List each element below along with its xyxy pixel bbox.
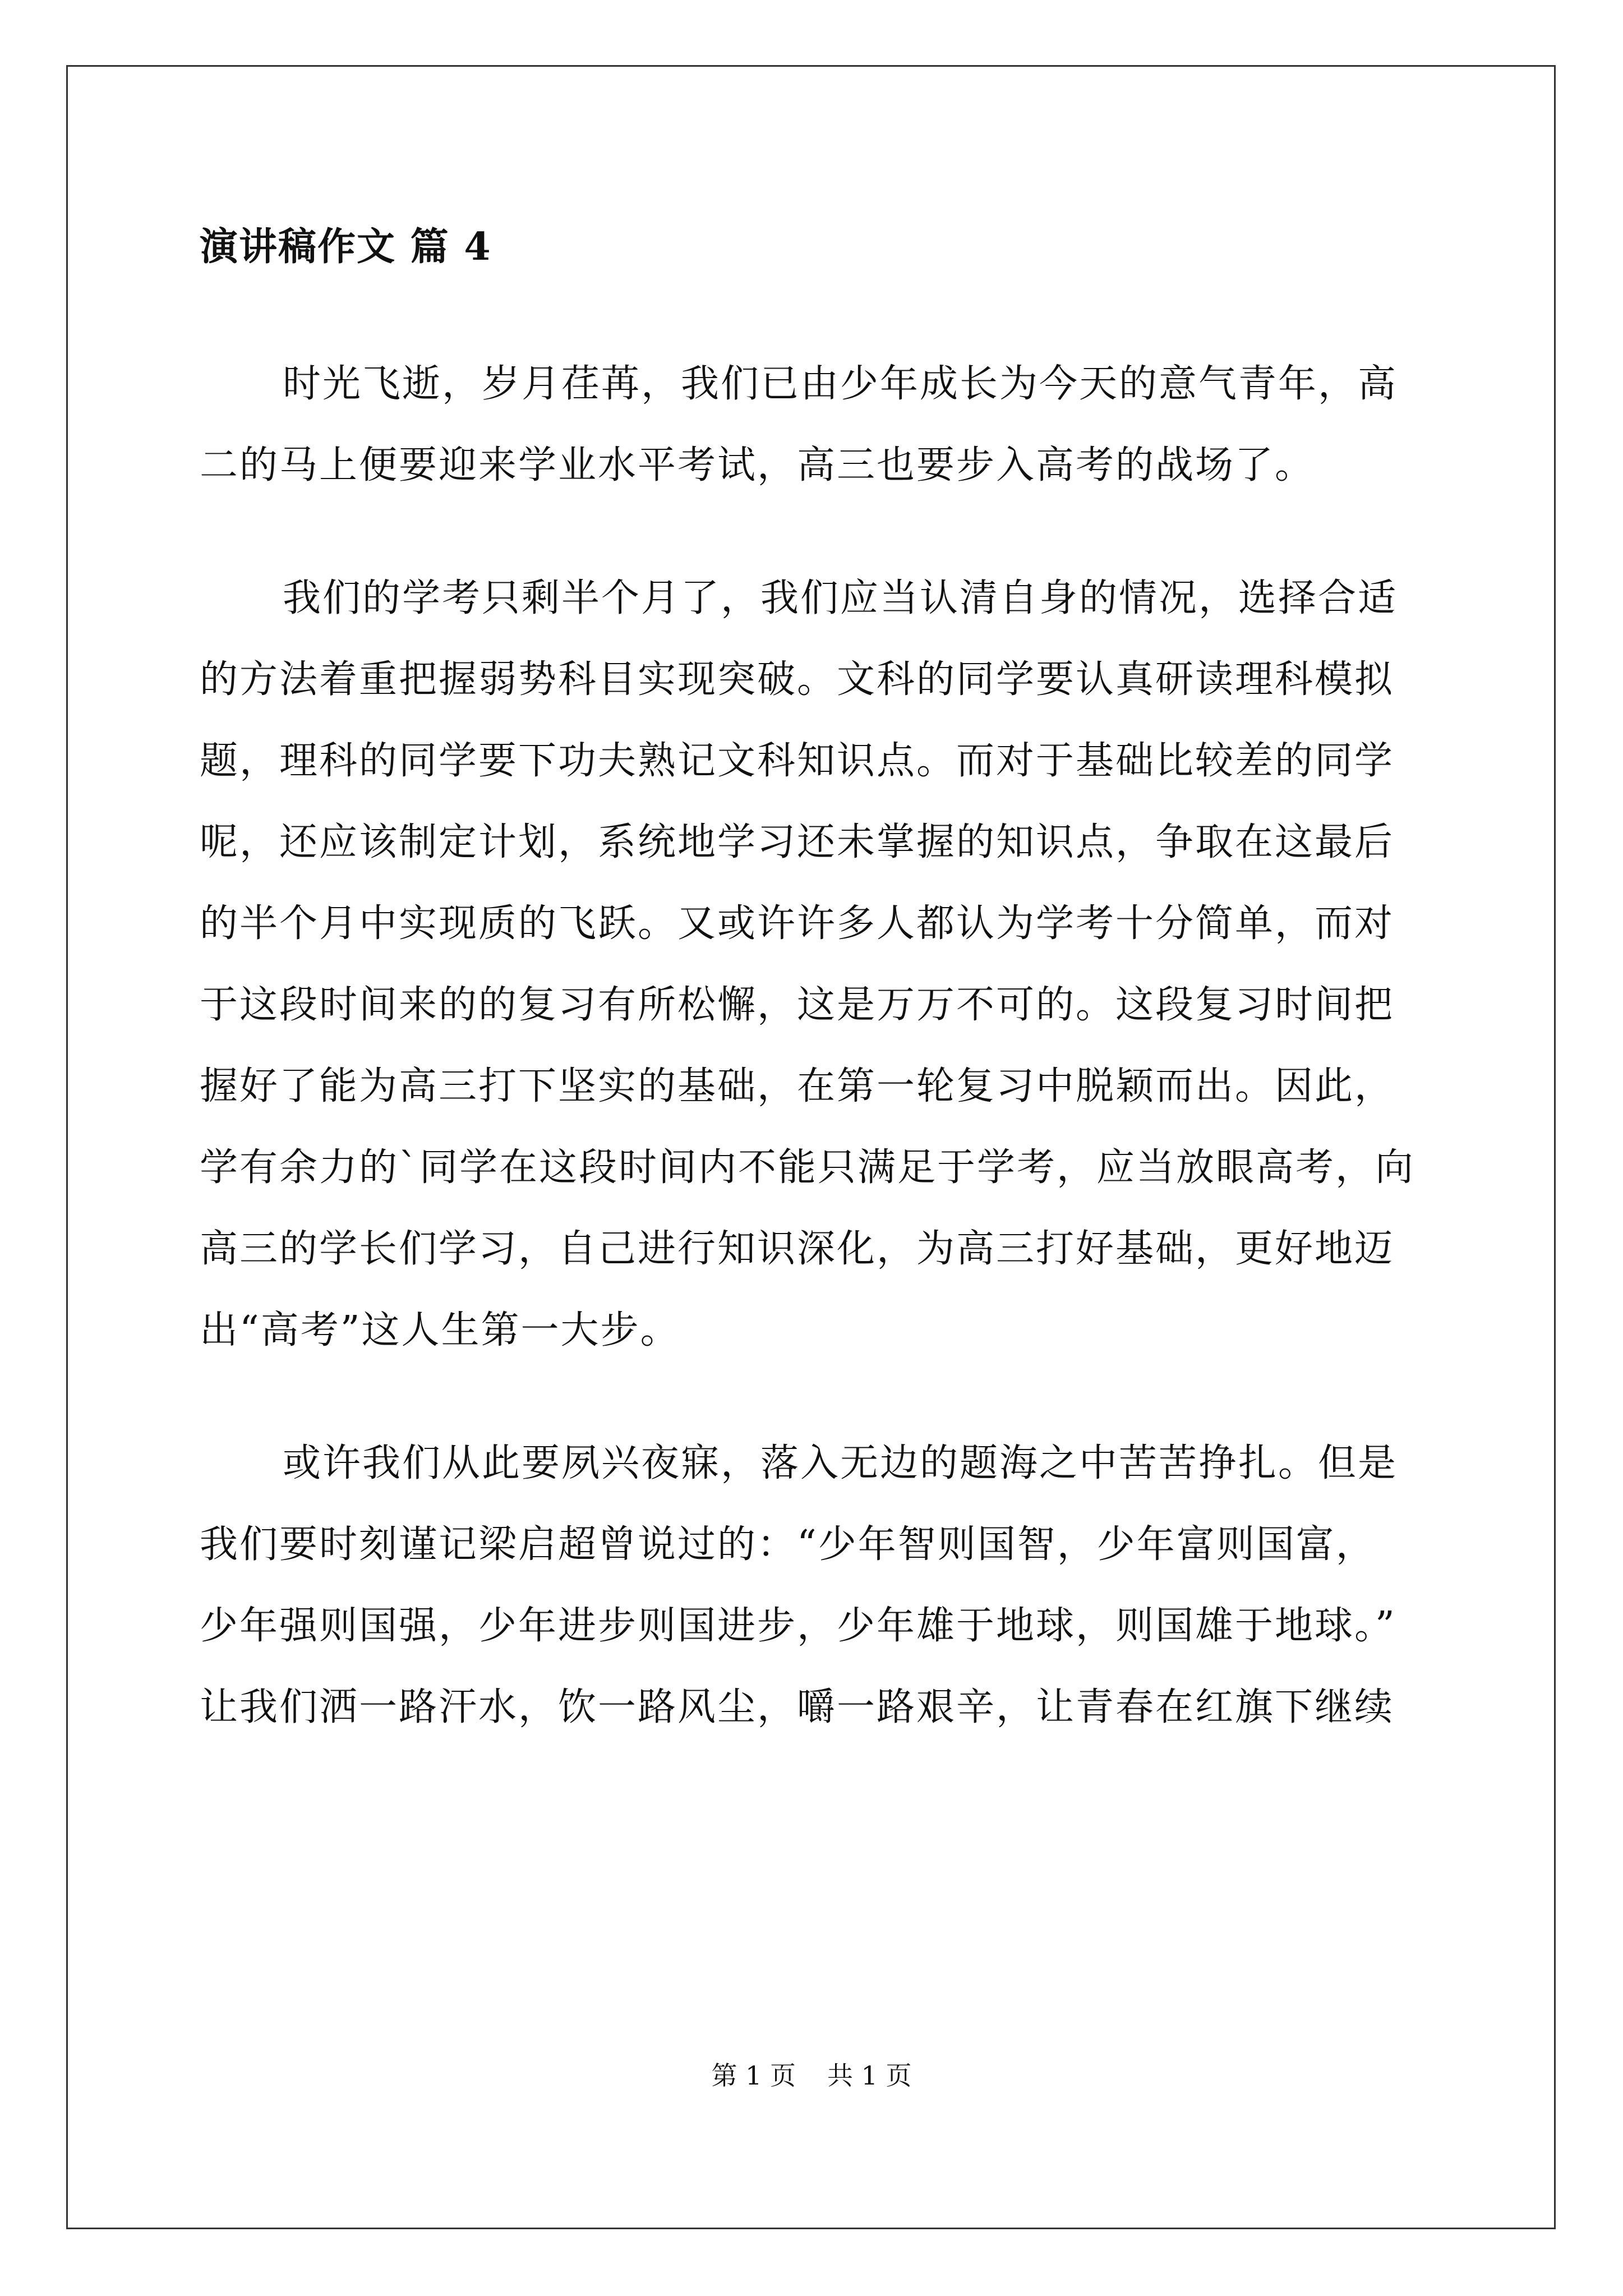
paragraph-line: 让我们洒一路汗水，饮一路风尘，嚼一路艰辛，让青春在红旗下继续 bbox=[200, 1685, 1395, 1729]
document-title: 演讲稿作文 篇 4 bbox=[200, 224, 492, 269]
page-footer bbox=[0, 2059, 1623, 2092]
paragraph-line: 于这段时间来的的复习有所松懈，这是万万不可的。这段复习时间把 bbox=[200, 983, 1395, 1027]
page-number: 第 1 页 bbox=[711, 2060, 796, 2091]
paragraph-line: 少年强则国强，少年进步则国进步，少年雄于地球，则国雄于地球。” bbox=[200, 1604, 1396, 1648]
paragraph-line: 学有余力的`同学在这段时间内不能只满足于学考，应当放眼高考，向 bbox=[200, 1145, 1415, 1190]
paragraph-line: 题，理科的同学要下功夫熟记文科知识点。而对于基础比较差的同学 bbox=[200, 739, 1395, 783]
paragraph-line: 我们要时刻谨记梁启超曾说过的：“少年智则国智，少年富则国富， bbox=[200, 1522, 1376, 1567]
paragraph-line: 出“高考”这人生第一大步。 bbox=[200, 1308, 680, 1352]
paragraph-line: 高三的学长们学习，自己进行知识深化，为高三打好基础，更好地迈 bbox=[200, 1227, 1395, 1271]
paragraph-line: 或许我们从此要夙兴夜寐，落入无边的题海之中苦苦挣扎。但是 bbox=[283, 1441, 1398, 1485]
paragraph-line: 时光飞逝，岁月荏苒，我们已由少年成长为今天的意气青年，高 bbox=[283, 362, 1398, 406]
paragraph-line: 的半个月中实现质的飞跃。又或许许多人都认为学考十分简单，而对 bbox=[200, 901, 1395, 946]
paragraph-line: 的方法着重把握弱势科目实现突破。文科的同学要认真研读理科模拟 bbox=[200, 657, 1395, 702]
paragraph-3 bbox=[200, 1423, 1433, 1748]
paragraph-line: 我们的学考只剩半个月了，我们应当认清自身的情况，选择合适 bbox=[283, 576, 1398, 620]
paragraph-line: 二的马上便要迎来学业水平考试，高三也要步入高考的战场了。 bbox=[200, 443, 1315, 487]
paragraph-line: 呢，还应该制定计划，系统地学习还未掌握的知识点，争取在这最后 bbox=[200, 820, 1395, 864]
paragraph-2 bbox=[200, 558, 1433, 1371]
paragraph-line: 握好了能为高三打下坚实的基础，在第一轮复习中脱颖而出。因此， bbox=[200, 1064, 1395, 1108]
page-total: 共 1 页 bbox=[827, 2060, 912, 2091]
document-body bbox=[200, 213, 1433, 1748]
paragraph-1 bbox=[200, 343, 1433, 506]
